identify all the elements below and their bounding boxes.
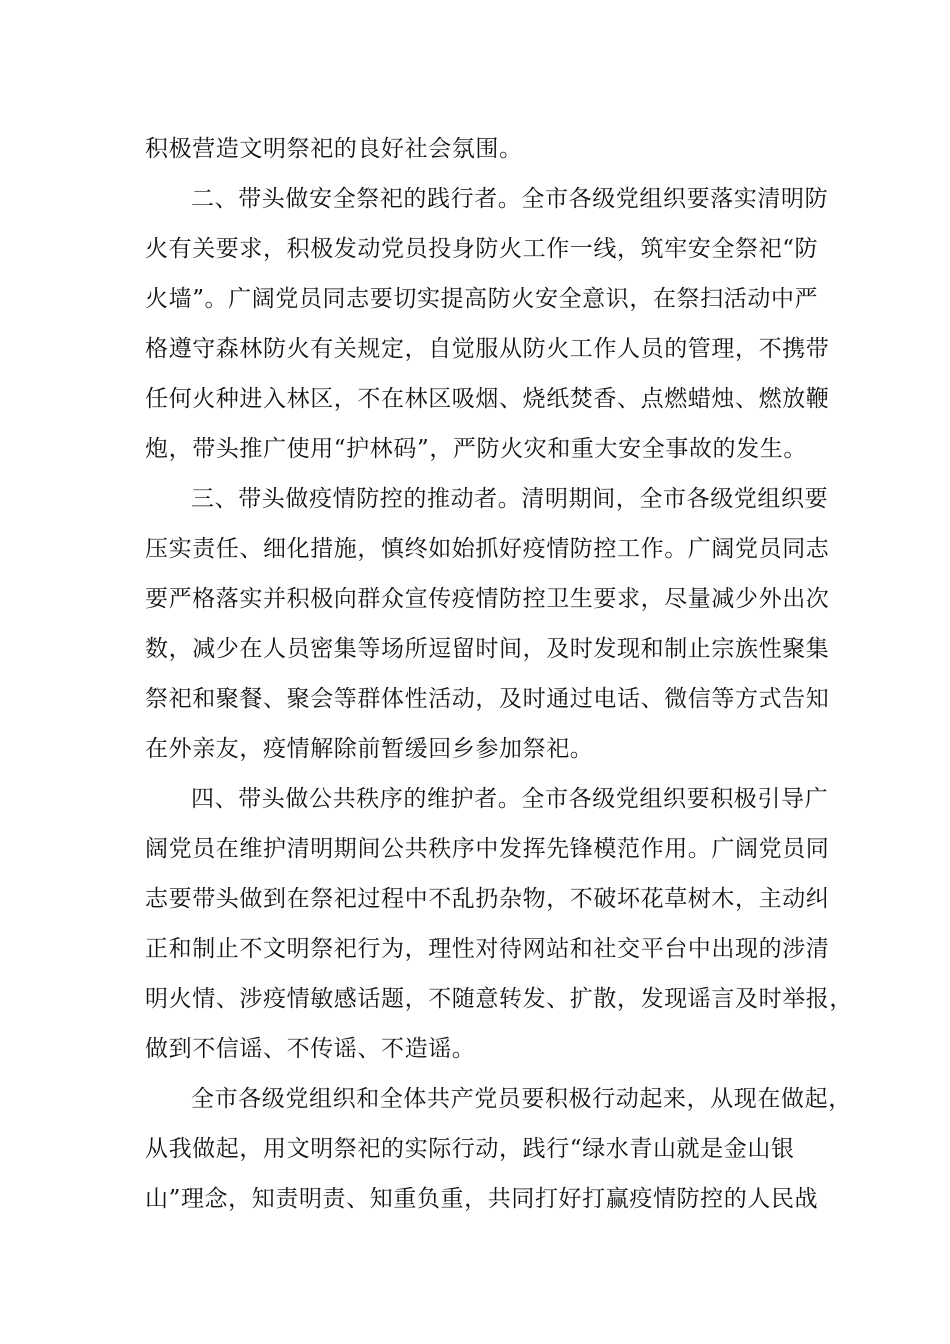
text-line: 山”理念，知责明责、知重负重，共同打好打赢疫情防控的人民战: [145, 1186, 819, 1212]
paragraph-start-line: 全市各级党组织和全体共产党员要积极行动起来，从现在做起，: [191, 1086, 852, 1112]
text-line: 祭祀和聚餐、聚会等群体性活动，及时通过电话、微信等方式告知: [145, 686, 830, 712]
paragraph-start-line: 三、带头做疫情防控的推动者。清明期间，全市各级党组织要: [191, 486, 829, 512]
text-line: 要严格落实并积极向群众宣传疫情防控卫生要求，尽量减少外出次: [145, 586, 830, 612]
text-line: 炮，带头推广使用“护林码”，严防火灾和重大安全事故的发生。: [145, 436, 807, 462]
text-line: 从我做起，用文明祭祀的实际行动，践行“绿水青山就是金山银: [145, 1136, 795, 1162]
paragraph-start-line: 二、带头做安全祭祀的践行者。全市各级党组织要落实清明防: [191, 186, 829, 212]
text-line: 志要带头做到在祭祀过程中不乱扔杂物，不破坏花草树木，主动纠: [145, 886, 830, 912]
text-line: 正和制止不文明祭祀行为，理性对待网站和社交平台中出现的涉清: [145, 936, 830, 962]
text-line: 明火情、涉疫情敏感话题，不随意转发、扩散，发现谣言及时举报，: [145, 986, 853, 1012]
text-line: 格遵守森林防火有关规定，自觉服从防火工作人员的管理，不携带: [145, 336, 830, 362]
text-line: 积极营造文明祭祀的良好社会氛围。: [145, 136, 523, 162]
paragraph-start-line: 四、带头做公共秩序的维护者。全市各级党组织要积极引导广: [191, 786, 829, 812]
text-line: 火墙”。广阔党员同志要切实提高防火安全意识，在祭扫活动中严: [145, 286, 819, 312]
text-line: 火有关要求，积极发动党员投身防火工作一线，筑牢安全祭祀“防: [145, 236, 819, 262]
text-line: 阔党员在维护清明期间公共秩序中发挥先锋模范作用。广阔党员同: [145, 836, 830, 862]
text-line: 压实责任、细化措施，慎终如始抓好疫情防控工作。广阔党员同志: [145, 536, 830, 562]
text-line: 在外亲友，疫情解除前暂缓回乡参加祭祀。: [145, 736, 594, 762]
document-body: [145, 124, 853, 1224]
text-line: 任何火种进入林区，不在林区吸烟、烧纸焚香、点燃蜡烛、燃放鞭: [145, 386, 830, 412]
text-line: 做到不信谣、不传谣、不造谣。: [145, 1036, 476, 1062]
text-line: 数，减少在人员密集等场所逗留时间，及时发现和制止宗族性聚集: [145, 636, 830, 662]
